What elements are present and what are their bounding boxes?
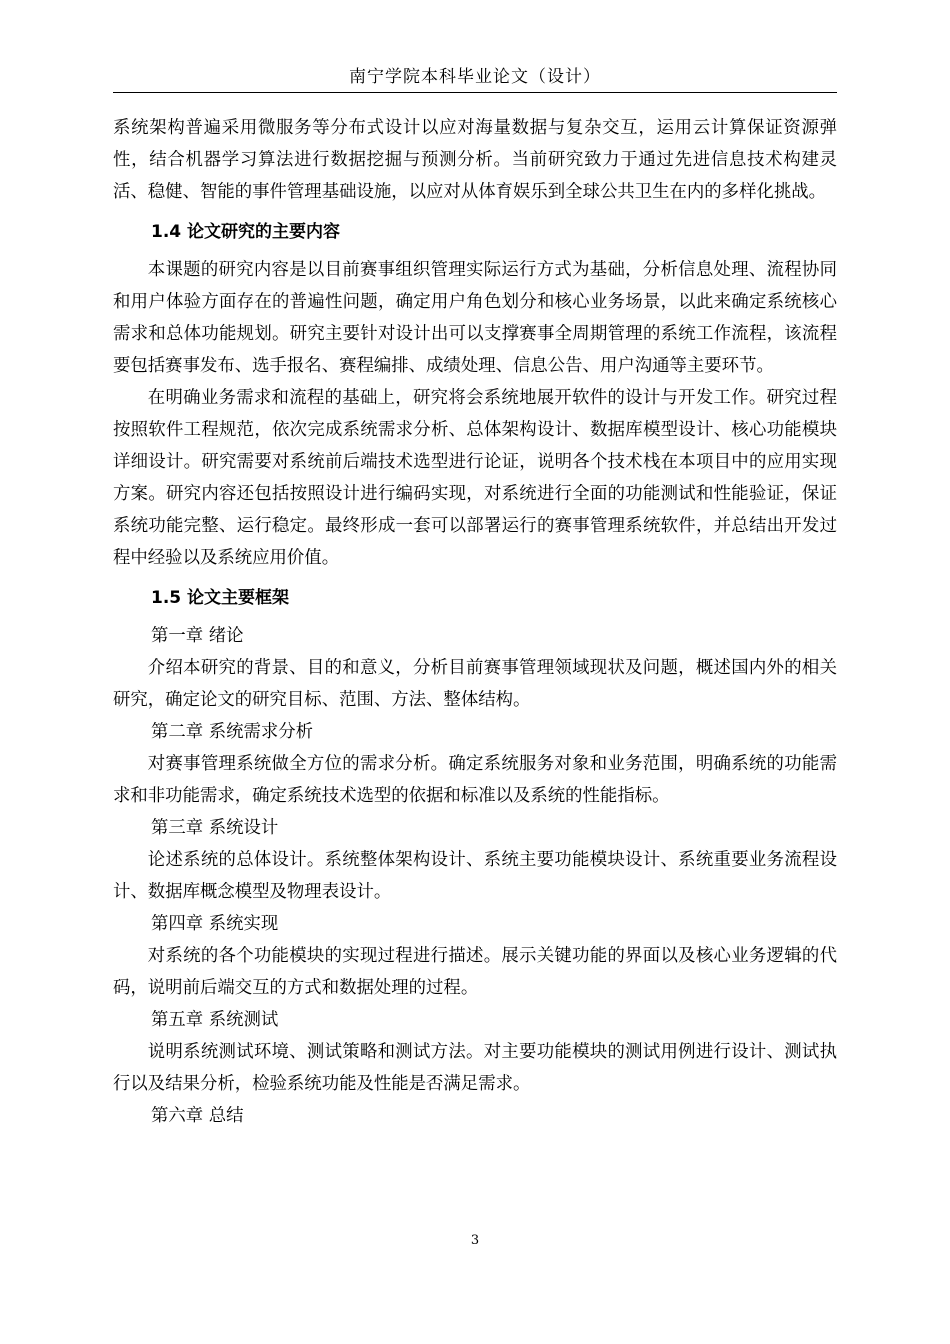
chapter-description: 说明系统测试环境、测试策略和测试方法。对主要功能模块的测试用例进行设计、测试执行以及结果分析，检验系统功能及性能是否满足需求。 xyxy=(113,1042,837,1094)
chapter-title: 第二章 系统需求分析 xyxy=(151,722,314,742)
continued-paragraph: 系统架构普遍采用微服务等分布式设计以应对海量数据与复杂交互，运用云计算保证资源弹性，结合机器学习算法进行数据挖掘与预测分析。当前研究致力于通过先进信息技术构建灵活、稳健、智能的事件管理基础设施，以应对从体育娱乐到全球公共卫生在内的多样化挑战。 xyxy=(113,118,837,202)
chapter-title: 第四章 系统实现 xyxy=(151,914,279,934)
page-body xyxy=(113,112,837,1132)
chapter-title: 第六章 总结 xyxy=(151,1106,244,1126)
section-heading-1-4: 1.4 论文研究的主要内容 xyxy=(151,222,341,242)
chapter-description: 介绍本研究的背景、目的和意义，分析目前赛事管理领域现状及问题，概述国内外的相关研究，确定论文的研究目标、范围、方法、整体结构。 xyxy=(113,658,837,710)
body-paragraph: 本课题的研究内容是以目前赛事组织管理实际运行方式为基础，分析信息处理、流程协同和用户体验方面存在的普遍性问题，确定用户角色划分和核心业务场景，以此来确定系统核心需求和总体功能规划。研究主要针对设计出可以支撑赛事全周期管理的系统工作流程，该流程要包括赛事发布、选手报名、赛程编排、成绩处理、信息公告、用户沟通等主要环节。 xyxy=(113,260,837,376)
running-header: 南宁学院本科毕业论文（设计） xyxy=(349,67,601,87)
chapter-description: 对赛事管理系统做全方位的需求分析。确定系统服务对象和业务范围，明确系统的功能需求和非功能需求，确定系统技术选型的依据和标准以及系统的性能指标。 xyxy=(113,754,837,806)
chapter-title: 第一章 绪论 xyxy=(151,626,244,646)
chapter-title: 第五章 系统测试 xyxy=(151,1010,279,1030)
chapter-description: 论述系统的总体设计。系统整体架构设计、系统主要功能模块设计、系统重要业务流程设计、数据库概念模型及物理表设计。 xyxy=(113,850,837,902)
chapter-title: 第三章 系统设计 xyxy=(151,818,279,838)
section-heading-1-5: 1.5 论文主要框架 xyxy=(151,588,290,608)
chapter-description: 对系统的各个功能模块的实现过程进行描述。展示关键功能的界面以及核心业务逻辑的代码，说明前后端交互的方式和数据处理的过程。 xyxy=(113,946,837,998)
header-rule xyxy=(113,92,837,93)
page-number: 3 xyxy=(470,1233,480,1248)
body-paragraph: 在明确业务需求和流程的基础上，研究将会系统地展开软件的设计与开发工作。研究过程按照软件工程规范，依次完成系统需求分析、总体架构设计、数据库模型设计、核心功能模块详细设计。研究需要对系统前后端技术选型进行论证，说明各个技术栈在本项目中的应用实现方案。研究内容还包括按照设计进行编码实现，对系统进行全面的功能测试和性能验证，保证系统功能完整、运行稳定。最终形成一套可以部署运行的赛事管理系统软件，并总结出开发过程中经验以及系统应用价值。 xyxy=(113,388,837,568)
